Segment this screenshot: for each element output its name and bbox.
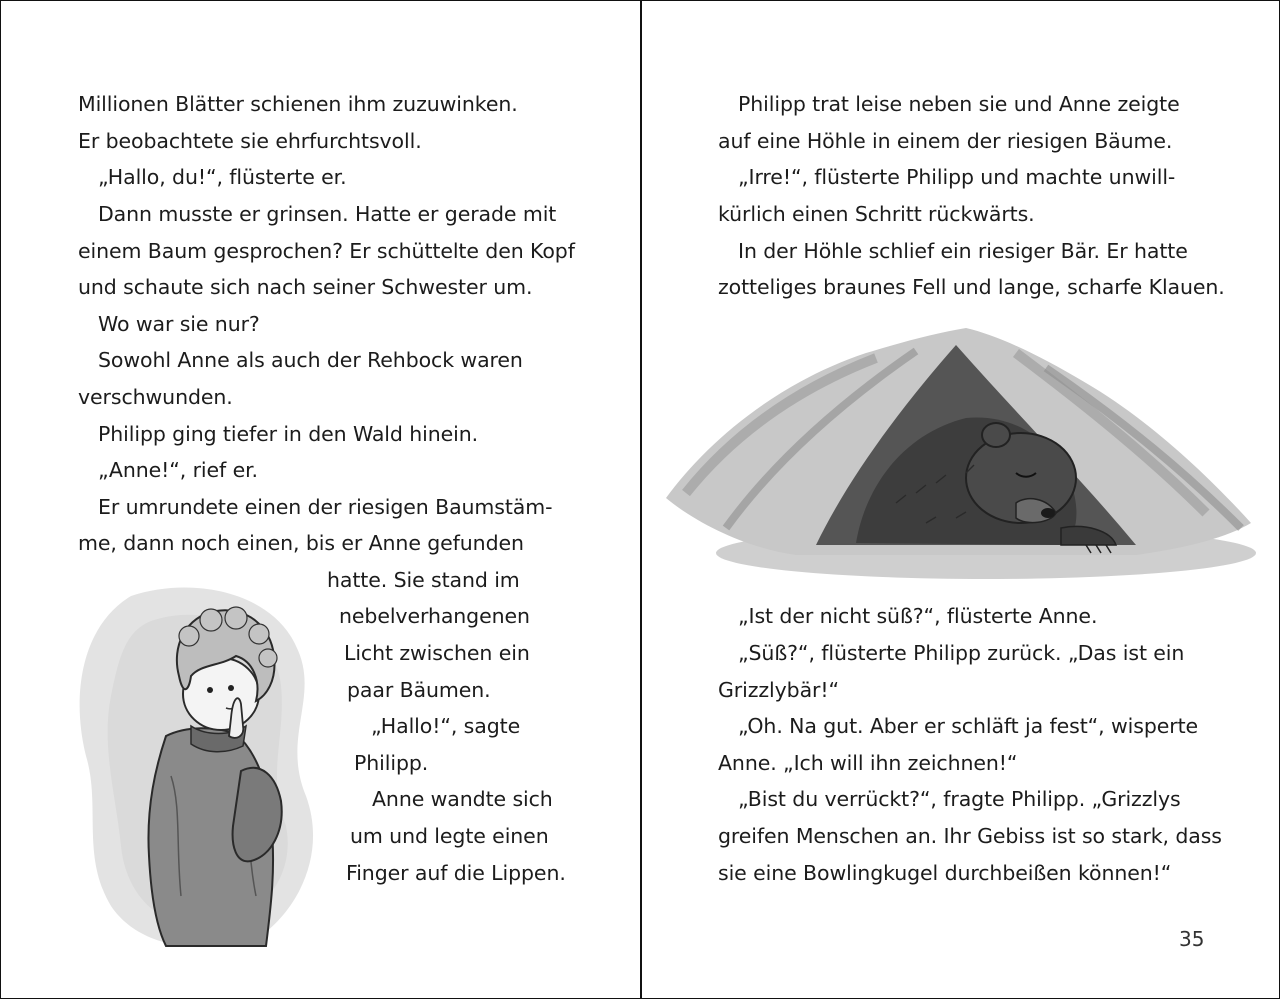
text-line: Dann musste er grinsen. Hatte er gerade mit xyxy=(98,202,557,226)
text-line: Er umrundete einen der riesigen Baumstäm- xyxy=(98,495,553,519)
text-line: „Anne!“, rief er. xyxy=(98,458,258,482)
text-line: „Süß?“, flüsterte Philipp zurück. „Das ist ein xyxy=(738,641,1185,665)
text-line: um und legte einen xyxy=(350,824,549,848)
page-number: 35 xyxy=(1179,927,1205,951)
text-line: zotteliges braunes Fell und lange, scharfe Klauen. xyxy=(718,275,1225,299)
text-line: In der Höhle schlief ein riesiger Bär. Er hatte xyxy=(738,239,1188,263)
text-line: Licht zwischen ein xyxy=(344,641,530,665)
text-line: und schaute sich nach seiner Schwester um. xyxy=(78,275,533,299)
text-line: greifen Menschen an. Ihr Gebiss ist so stark, dass xyxy=(718,824,1222,848)
text-line: hatte. Sie stand im xyxy=(327,568,520,592)
text-line: „Oh. Na gut. Aber er schläft ja fest“, wisperte xyxy=(738,714,1199,738)
text-line: „Ist der nicht süß?“, flüsterte Anne. xyxy=(738,604,1098,628)
text-line: „Bist du verrückt?“, fragte Philipp. „Grizzlys xyxy=(738,787,1181,811)
text-line: Philipp. xyxy=(354,751,429,775)
bear-illustration xyxy=(666,323,1256,585)
text-line: kürlich einen Schritt rückwärts. xyxy=(718,202,1035,226)
text-line: Philipp ging tiefer in den Wald hinein. xyxy=(98,422,479,446)
girl-illustration xyxy=(71,576,331,951)
page-divider xyxy=(640,1,642,998)
text-line: „Irre!“, flüsterte Philipp und machte unwill- xyxy=(738,165,1176,189)
text-line: me, dann noch einen, bis er Anne gefunden xyxy=(78,531,524,555)
text-line: sie eine Bowlingkugel durchbeißen können!“ xyxy=(718,861,1172,885)
text-line: Grizzlybär!“ xyxy=(718,678,839,702)
text-line: Millionen Blätter schienen ihm zuzuwinken. xyxy=(78,92,518,116)
text-line: Anne wandte sich xyxy=(372,787,553,811)
text-line: Philipp trat leise neben sie und Anne zeigte xyxy=(738,92,1180,116)
text-line: „Hallo, du!“, flüsterte er. xyxy=(98,165,347,189)
text-line: einem Baum gesprochen? Er schüttelte den Kopf xyxy=(78,239,575,263)
text-line: Er beobachtete sie ehrfurchtsvoll. xyxy=(78,129,422,153)
text-line: Anne. „Ich will ihn zeichnen!“ xyxy=(718,751,1018,775)
text-line: nebelverhangenen xyxy=(339,604,530,628)
text-line: paar Bäumen. xyxy=(347,678,491,702)
text-line: Wo war sie nur? xyxy=(98,312,260,336)
text-line: auf eine Höhle in einem der riesigen Bäume. xyxy=(718,129,1173,153)
text-line: Sowohl Anne als auch der Rehbock waren xyxy=(98,348,523,372)
text-line: „Hallo!“, sagte xyxy=(371,714,521,738)
text-line: verschwunden. xyxy=(78,385,233,409)
text-line: Finger auf die Lippen. xyxy=(346,861,566,885)
